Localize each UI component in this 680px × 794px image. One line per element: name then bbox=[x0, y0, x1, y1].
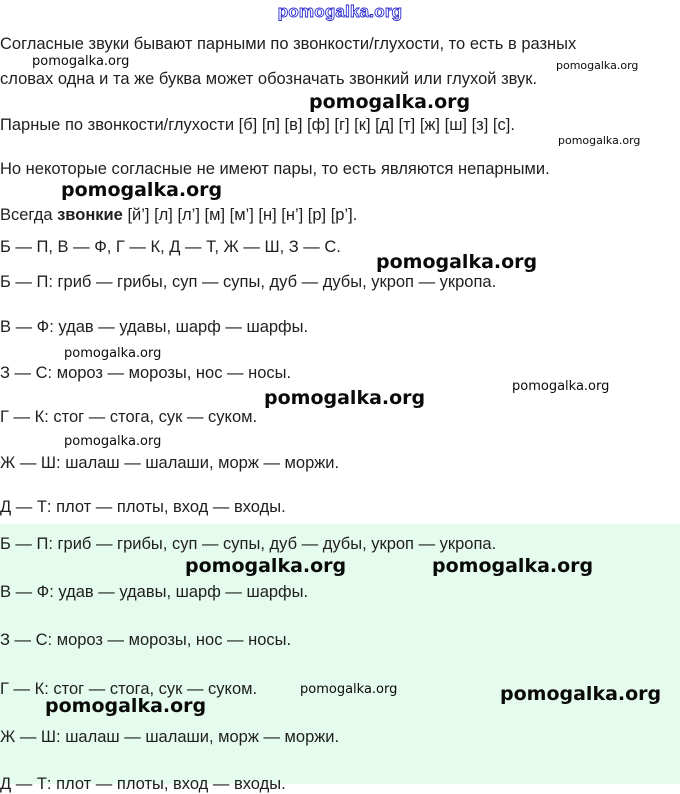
watermark: pomogalka.org bbox=[500, 683, 662, 705]
watermark: pomogalka.org bbox=[45, 695, 207, 717]
example-line: Ж — Ш: шалаш — шалаши, морж — моржи. bbox=[0, 454, 340, 472]
watermark: pomogalka.org bbox=[556, 59, 639, 72]
example-line: Г — К: стог — стога, сук — суком. bbox=[0, 408, 258, 426]
example-line: В — Ф: удав — удавы, шарф — шарфы. bbox=[0, 318, 309, 336]
paragraph-consonants-line2: словах одна и та же буква может обозначать звонкий или глухой звук. bbox=[0, 70, 538, 88]
paragraph-paired: Парные по звонкости/глухости [б] [п] [в] [ф] [г] [к] [д] [т] [ж] [ш] [з] [с]. bbox=[0, 116, 515, 134]
voiced-bold: звонкие bbox=[57, 206, 123, 224]
watermark: pomogalka.org bbox=[300, 682, 398, 697]
watermark: pomogalka.org bbox=[376, 251, 538, 273]
voiced-list: [й’] [л] [л’] [м] [м’] [н] [н’] [р] [р’]. bbox=[122, 206, 358, 224]
highlighted-example-line: Б — П: гриб — грибы, суп — супы, дуб — дубы, укроп — укропа. bbox=[0, 535, 497, 553]
watermark: pomogalka.org bbox=[432, 555, 594, 577]
site-header-logo[interactable]: pomogalka.org bbox=[277, 2, 403, 21]
highlighted-example-line: Г — К: стог — стога, сук — суком. bbox=[0, 680, 258, 698]
watermark: pomogalka.org bbox=[185, 555, 347, 577]
watermark: pomogalka.org bbox=[32, 54, 130, 69]
watermark: pomogalka.org bbox=[64, 434, 162, 449]
paragraph-unpaired: Но некоторые согласные не имеют пары, то есть являются непарными. bbox=[0, 160, 550, 178]
watermark: pomogalka.org bbox=[512, 379, 610, 394]
highlighted-example-line: Д — Т: плот — плоты, вход — входы. bbox=[0, 775, 286, 793]
highlighted-example-line: Ж — Ш: шалаш — шалаши, морж — моржи. bbox=[0, 728, 340, 746]
paragraph-consonants-line1: Согласные звуки бывают парными по звонкости/глухости, то есть в разных bbox=[0, 35, 577, 53]
example-line: Б — П: гриб — грибы, суп — супы, дуб — дубы, укроп — укропа. bbox=[0, 273, 497, 291]
watermark: pomogalka.org bbox=[61, 179, 223, 201]
highlighted-example-line: З — С: мороз — морозы, нос — носы. bbox=[0, 631, 292, 649]
example-line: Д — Т: плот — плоты, вход — входы. bbox=[0, 498, 286, 516]
paragraph-pairs: Б — П, В — Ф, Г — К, Д — Т, Ж — Ш, З — С. bbox=[0, 238, 341, 256]
always-prefix: Всегда bbox=[0, 206, 58, 224]
watermark: pomogalka.org bbox=[309, 91, 471, 113]
paragraph-always-voiced bbox=[0, 205, 357, 225]
watermark: pomogalka.org bbox=[264, 387, 426, 409]
watermark: pomogalka.org bbox=[64, 346, 162, 361]
highlighted-example-line: В — Ф: удав — удавы, шарф — шарфы. bbox=[0, 583, 309, 601]
watermark: pomogalka.org bbox=[558, 134, 641, 147]
example-line: З — С: мороз — морозы, нос — носы. bbox=[0, 364, 292, 382]
